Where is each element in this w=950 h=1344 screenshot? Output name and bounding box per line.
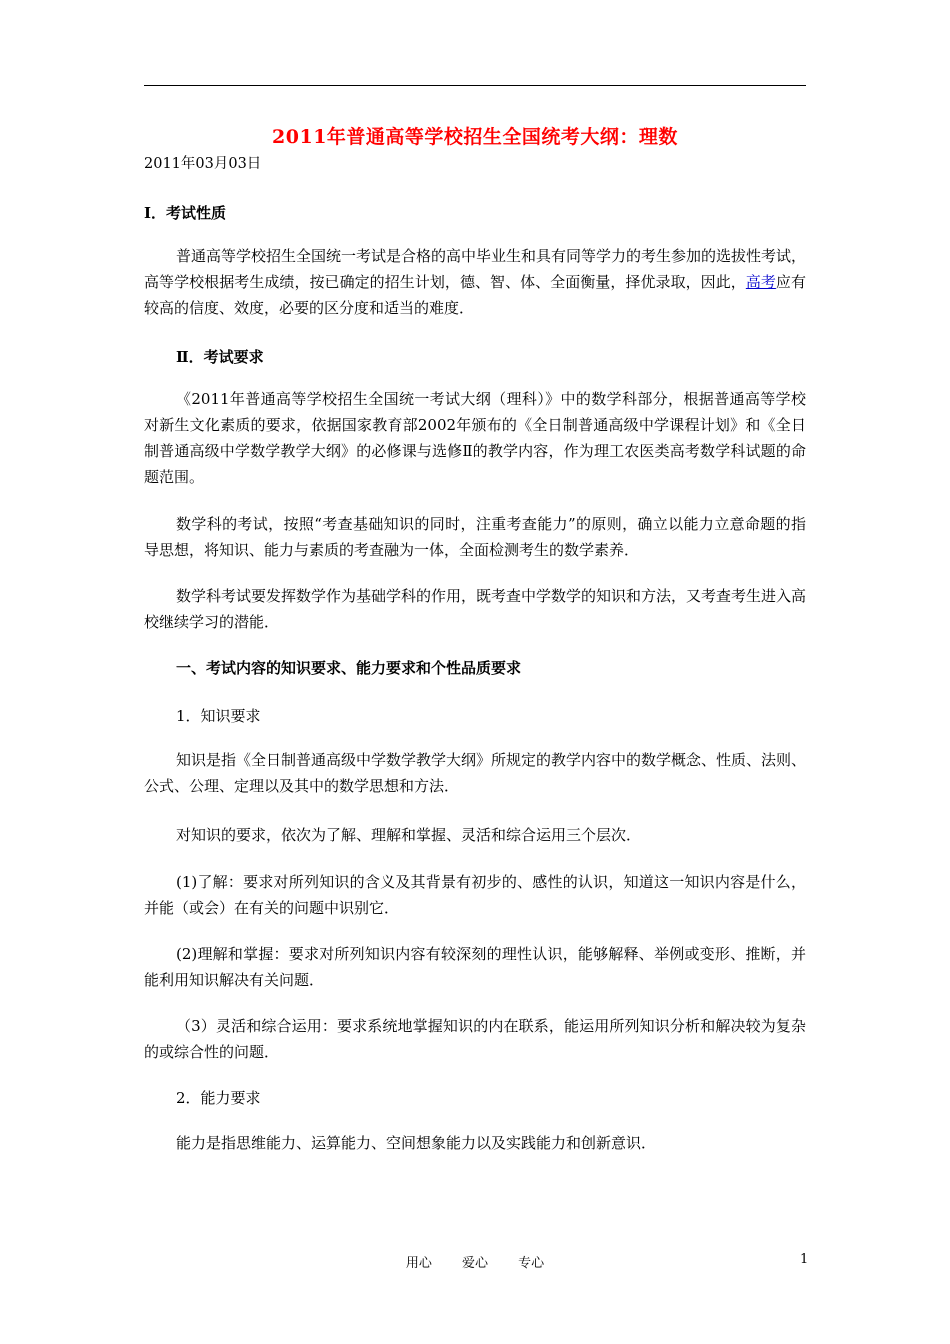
section-heading-exam-requirements: Ⅱ．考试要求 — [176, 348, 264, 366]
paragraph-knowledge-levels: 对知识的要求，依次为了解、理解和掌握、灵活和综合运用三个层次． — [176, 826, 642, 844]
paragraph-exam-principle: 数学科的考试，按照“考查基础知识的同时，注重考查能力”的原则，确立以能力立意命题的指导思想，将知识、能力与素质的考查融为一体，全面检测考生的数学素养． — [144, 515, 806, 559]
paragraph-ability-definition: 能力是指思维能力、运算能力、空间想象能力以及实践能力和创新意识． — [176, 1134, 657, 1152]
footer-motto: 用心 爱心 专心 — [405, 1256, 545, 1271]
paragraph-syllabus-scope: 《2011年普通高等学校招生全国统一考试大纲（理科）》中的数学科部分，根据普通高等学校对新生文化素质的要求，依据国家教育部2002年颁布的《全日制普通高级中学课程计划》和《全日制普通高级中学数学教学大纲》的必修课与选修Ⅱ的教学内容，作为理工农医类高考数学科试题的命题范围。 — [144, 390, 806, 486]
document-title: 2011年普通高等学校招生全国统考大纲：理数 — [272, 126, 678, 148]
subheading-ability: 2．能力要求 — [176, 1089, 261, 1107]
paragraph-exam-nature — [144, 243, 806, 321]
page-number: 1 — [800, 1252, 809, 1267]
subheading-knowledge: 1．知识要求 — [176, 707, 261, 725]
paragraph-text: 应有较高的信度、效度，必要的区分度和适当的难度． — [144, 273, 806, 317]
section-heading-exam-nature: Ⅰ．考试性质 — [144, 204, 227, 222]
paragraph-level-apply: （3）灵活和综合运用：要求系统地掌握知识的内在联系，能运用所列知识分析和解决较为复杂的或综合性的问题． — [144, 1017, 806, 1061]
paragraph-exam-role: 数学科考试要发挥数学作为基础学科的作用，既考查中学数学的知识和方法，又考查考生进入高校继续学习的潜能． — [144, 587, 807, 631]
paragraph-level-understand: (1)了解：要求对所列知识的含义及其背景有初步的、感性的认识，知道这一知识内容是什么，并能（或会）在有关的问题中识别它． — [144, 873, 806, 917]
paragraph-knowledge-definition: 知识是指《全日制普通高级中学数学教学大纲》所规定的教学内容中的数学概念、性质、法则、公式、公理、定理以及其中的数学思想和方法． — [144, 751, 807, 795]
header-rule — [144, 85, 806, 86]
document-date: 2011年03月03日 — [144, 156, 262, 172]
paragraph-text: 普通高等学校招生全国统一考试是合格的高中毕业生和具有同等学力的考生参加的选拔性考试，高等学校根据考生成绩，按已确定的招生计划，德、智、体、全面衡量，择优录取，因此， — [144, 247, 807, 291]
gaokao-link[interactable]: 高考 — [745, 273, 776, 291]
paragraph-level-master: (2)理解和掌握：要求对所列知识内容有较深刻的理性认识，能够解释、举例或变形、推断，并能利用知识解决有关问题． — [144, 945, 806, 989]
section-heading-content-requirements: 一、考试内容的知识要求、能力要求和个性品质要求 — [176, 659, 522, 677]
